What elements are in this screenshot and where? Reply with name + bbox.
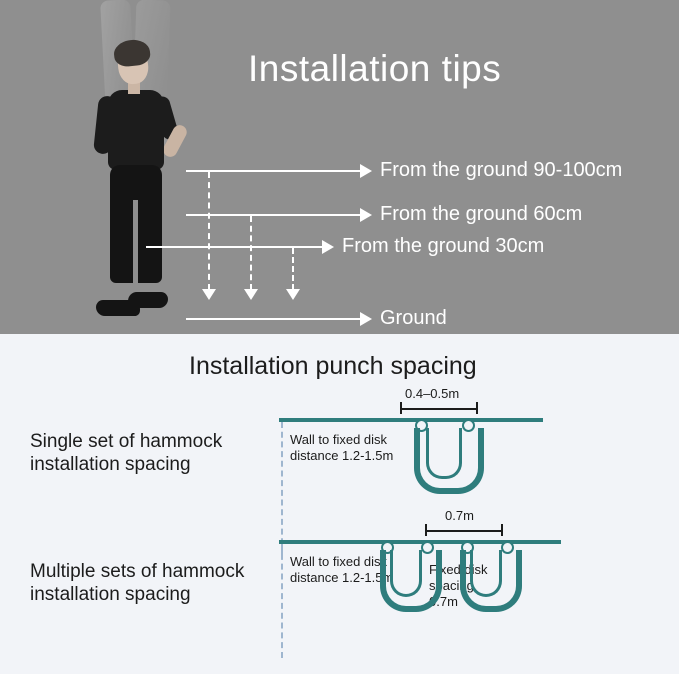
row-1-dim-tick-left: [400, 402, 402, 414]
row-2-wall-note-line2: distance 1.2-1.5m: [290, 570, 394, 585]
measurement-line-3: [146, 246, 324, 248]
dashed-drop-arrow-1: [202, 289, 216, 300]
row-2-dim-tick-right: [501, 524, 503, 536]
measurement-label-3: From the ground 30cm: [342, 235, 545, 257]
punch-spacing-panel: [0, 334, 679, 674]
row-1-wall-note-line1: Wall to fixed disk: [290, 432, 388, 447]
dashed-drop-arrow-2: [244, 289, 258, 300]
row-1-wall-note-line2: distance 1.2-1.5m: [290, 448, 394, 463]
row-2-inner-note-line1: Fixed disk: [429, 562, 488, 577]
row-2-wall-dashed-line: [281, 544, 283, 658]
page-title: Installation tips: [248, 48, 502, 89]
row-2-label-line2: installation spacing: [30, 584, 191, 605]
measurement-label-1: From the ground 90-100cm: [380, 159, 623, 181]
row-2-ceiling-line: [279, 540, 561, 544]
measurement-line-2: [186, 214, 362, 216]
row-1-dim-text: 0.4–0.5m: [405, 386, 460, 401]
row-2-hammock-right-inner: [470, 550, 502, 597]
dashed-drop-line-2: [250, 216, 252, 290]
row-2-dim-tick-left: [425, 524, 427, 536]
row-1-dim-tick-right: [476, 402, 478, 414]
row-2-inner-note-line2: spacing: [429, 578, 474, 593]
person-right-foot: [128, 292, 168, 308]
row-2-inner-note-line3: 0.7m: [429, 594, 458, 609]
person-torso: [108, 90, 164, 170]
row-2-label-line1: Multiple sets of hammock: [30, 561, 245, 582]
row-2-dim-text: 0.7m: [445, 508, 474, 523]
dashed-drop-arrow-3: [286, 289, 300, 300]
person-leg-gap: [133, 200, 138, 284]
dashed-drop-line-1: [208, 172, 210, 290]
section-title: Installation punch spacing: [189, 352, 477, 380]
row-1-ceiling-line: [279, 418, 543, 422]
measurement-line-ground: [186, 318, 362, 320]
measurement-line-1: [186, 170, 362, 172]
person-with-hammock-illustration: [78, 0, 258, 334]
measurement-label-ground: Ground: [380, 307, 447, 329]
measurement-arrow-1: [360, 164, 372, 178]
row-1-dim-line: [400, 408, 478, 410]
measurement-label-2: From the ground 60cm: [380, 203, 583, 225]
row-1-hammock-inner: [426, 428, 462, 479]
row-2-hammock-left-inner: [390, 550, 422, 597]
row-1-label-line2: installation spacing: [30, 454, 191, 475]
row-1-wall-dashed-line: [281, 422, 283, 554]
row-2-wall-note-line1: Wall to fixed disk: [290, 554, 388, 569]
measurement-arrow-3: [322, 240, 334, 254]
row-2-dim-line: [425, 530, 503, 532]
installation-tips-panel: [0, 0, 679, 334]
row-1-label-line1: Single set of hammock: [30, 431, 223, 452]
dashed-drop-line-3: [292, 248, 294, 290]
measurement-arrow-2: [360, 208, 372, 222]
measurement-arrow-ground: [360, 312, 372, 326]
